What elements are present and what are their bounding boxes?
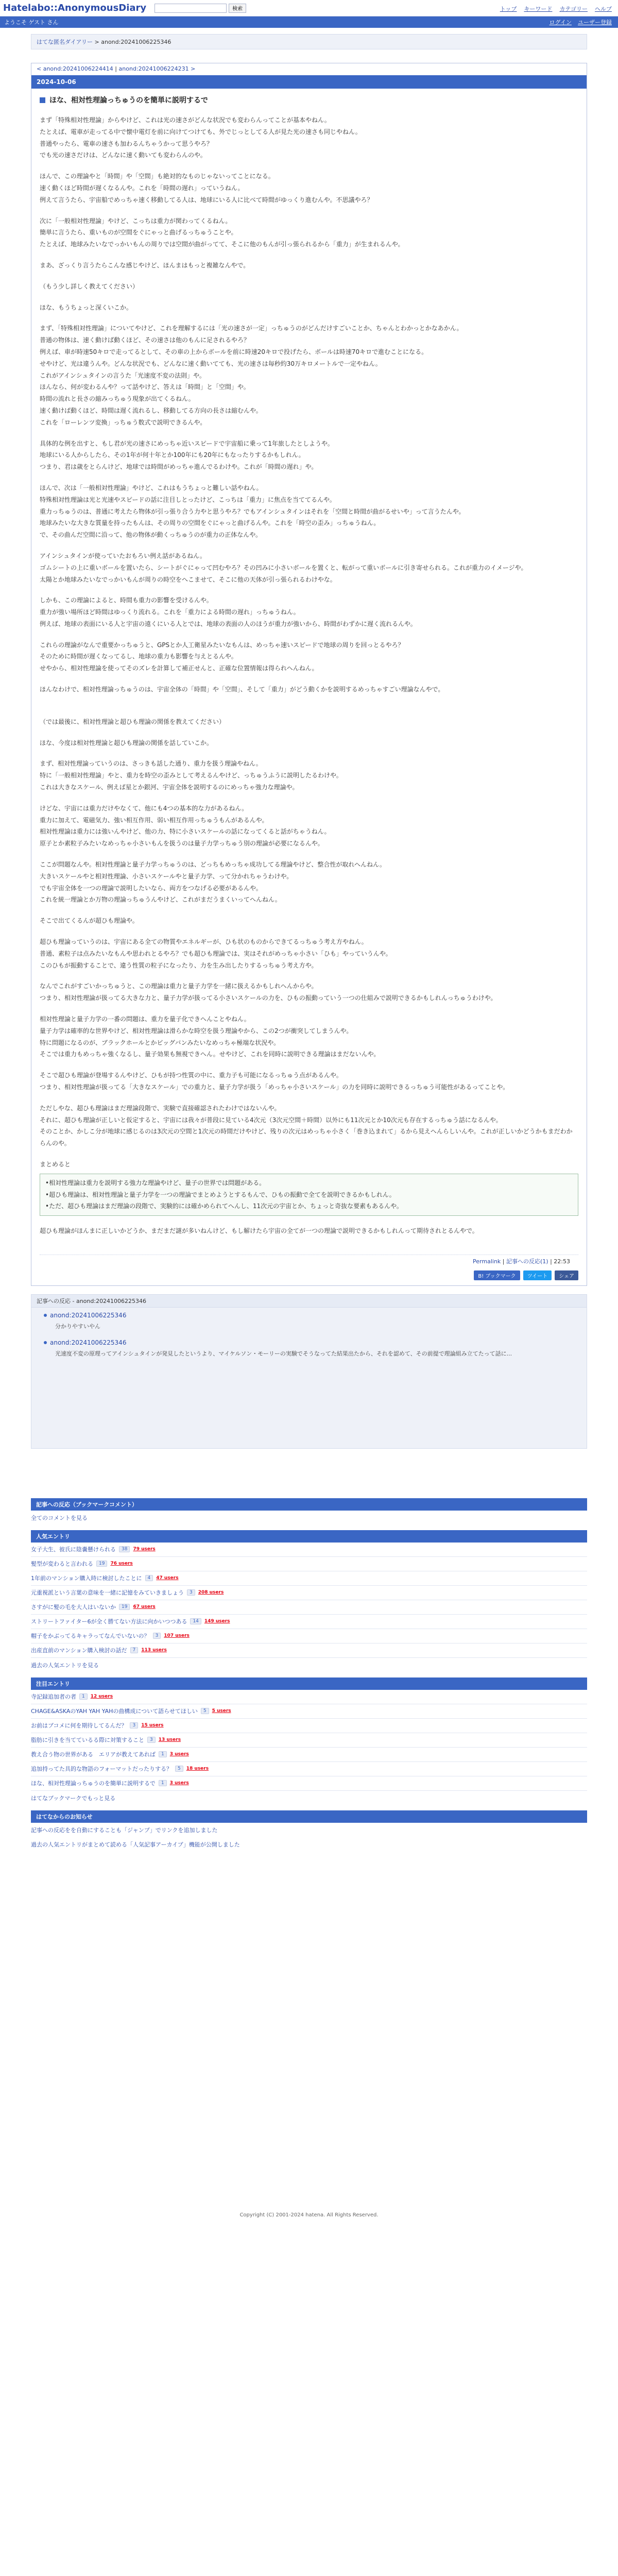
prev-entry-link[interactable]: < anond:20241006224414 bbox=[37, 65, 113, 72]
bullet-icon bbox=[44, 1314, 47, 1317]
tweet-button[interactable]: ツイート bbox=[523, 1270, 552, 1280]
hot-header: 注目エントリ bbox=[31, 1677, 587, 1690]
day-nav: < anond:20241006224414 | anond:20241006224231 > bbox=[37, 65, 196, 72]
popular-more-link[interactable]: 過去の人気エントリを見る bbox=[31, 1662, 99, 1669]
entry-paragraph: まあ、ざっくり言うたらこんな感じやけど、ほんまはもっと複雑なんやで。 bbox=[40, 261, 250, 269]
entry-paragraph: ほんで、この理論やと「時間」や「空間」も絶対的なものじゃないってことになる。 速く動くほど時間が遅くなるんや。これを「時間の遅れ」っていうねん。 例えて言うたら、宇宙船でめっちゃ速く移動してる人は、地球にいる人に比べて時間がゆっくり進むんや。不思議やろ？ bbox=[40, 173, 373, 204]
bookmark-count-badge[interactable]: 3 bbox=[153, 1633, 161, 1639]
nav-help[interactable]: ヘルプ bbox=[595, 6, 612, 12]
entry-paragraph: けどな、宇宙には重力だけやなくて、他にも4つの基本的な力があるねん。 重力に加えて、電磁気力、強い相互作用、弱い相互作用っちゅうもんがあるんや。 相対性理論は重力には強いんやけど、他の力、特に小さいスケールの話になってくると話がちゃうねん。 原子とか素粒子みたいなめっちゃ小さいもんを扱うのは量子力学っちゅう別の理論が必要になるんや。 bbox=[40, 804, 331, 848]
notice-link-2[interactable]: 過去の人気エントリがまとめて読める「人気記事アーカイブ」機能が公開しました bbox=[31, 1841, 240, 1849]
users-count[interactable]: 107 users bbox=[164, 1633, 190, 1639]
notice-link-1[interactable]: 記事への反応をを自動にすることも「ジャンプ」でリンクを追加しました bbox=[31, 1827, 218, 1834]
entry-list-link[interactable]: 帽子をかぶってるキャラってなんでいないの？ bbox=[31, 1633, 150, 1640]
entry-paragraph: まず「特殊相対性理論」からやけど、これは光の速さがどんな状況でも変わらんってことが基本やねん。 たとえば、電車が走ってる中で懐中電灯を前に向けてつけても、外でじっとしてる人が見た光の速さも同じやねん。 普通やったら、電車の速さも加わるんちゃうかって思うやろ？ でも光の速さだけは、どんなに速く動いても変わらんのや。 bbox=[40, 116, 362, 159]
entry-paragraph: 超ひも理論っていうのは、宇宙にある全ての物質やエネルギーが、ひも状のものからできてるっちゅう考え方やねん。 普通、素粒子は点みたいなもんや思われとるやろ？でも超ひも理論では、実はそれがめっちゃ小さい「ひも」やっていうんや。 このひもが振動することで、違う性質の粒子になったり、力を生み出したりするっちゅう考え方や。 bbox=[40, 938, 392, 969]
references-section bbox=[31, 1294, 587, 1449]
entry-list-link[interactable]: 脂肪に引きを当てているる際に対策すること bbox=[31, 1737, 144, 1744]
entry-list-item bbox=[31, 1600, 587, 1615]
entry-list-link[interactable]: 元重視派という言葉の意味を一緒に記憶をみていきましょう bbox=[31, 1589, 184, 1597]
next-entry-link[interactable]: anond:20241006224231 > bbox=[118, 65, 196, 72]
hot-more-link[interactable]: はてなブックマークでもっと見る bbox=[31, 1795, 116, 1802]
entry-list-link[interactable]: 1年前のマンション購入時に検討したことに bbox=[31, 1575, 142, 1582]
entry-list-link[interactable]: 女子大生、彼氏に陰嚢懸けられる bbox=[31, 1546, 116, 1553]
notice-header: はてなからのお知らせ bbox=[31, 1810, 587, 1823]
users-count[interactable]: 208 users bbox=[198, 1590, 224, 1596]
entry-paragraph: ほんなわけで、相対性理論っちゅうのは、宇宙全体の「時間」や「空間」、そして「重力」がどう動くかを説明するめっちゃすごい理論なんやで。 bbox=[40, 686, 444, 693]
entry-list-link[interactable]: お前はブコメに何を期待してるんだ？ bbox=[31, 1722, 127, 1730]
entry-footer: Permalink | 記事への反応(1) | 22:53 bbox=[40, 1255, 578, 1268]
entry-list-link[interactable]: 寺記録追加者の者 bbox=[31, 1693, 76, 1701]
reference-item bbox=[44, 1339, 587, 1359]
popular-list bbox=[31, 1543, 587, 1658]
search-button[interactable]: 検索 bbox=[229, 4, 246, 13]
summary-item: •超ひも理論は、相対性理論と量子力学を一つの理論でまとめようとするもんで、ひもの振動で全てを説明できるかもしれん。 bbox=[45, 1191, 396, 1198]
entry-title-text[interactable]: ほな、相対性理論っちゅうのを簡単に説明するで bbox=[49, 96, 208, 105]
entry-paragraph: なんでこれがすごいかっちゅうと、この理論は重力と量子力学を一緒に扱えるかもしれへんからや。 つまり、相対性理論が扱ってる大きな力と、量子力学が扱ってる小さいスケールの力を、ひもの振動っていう一つの仕組みで説明できるかもしれんっちゅうわけや。 bbox=[40, 982, 497, 1002]
entry-list-item bbox=[31, 1643, 587, 1658]
popular-header: 人気エントリ bbox=[31, 1530, 587, 1543]
references-header: 記事への反応 - anond:20241006225346 bbox=[31, 1295, 587, 1308]
breadcrumb-top[interactable]: はてな匿名ダイアリー bbox=[37, 39, 93, 45]
bookmark-count-badge[interactable]: 4 bbox=[145, 1575, 153, 1581]
hot-list bbox=[31, 1690, 587, 1791]
users-count[interactable]: 12 users bbox=[90, 1694, 113, 1700]
bookmark-count-badge[interactable]: 7 bbox=[130, 1647, 139, 1653]
bookmark-count-badge[interactable]: 5 bbox=[175, 1766, 183, 1772]
permalink[interactable]: Permalink bbox=[473, 1258, 501, 1265]
entry-list-item bbox=[31, 1776, 587, 1791]
reference-item bbox=[44, 1312, 587, 1332]
users-count[interactable]: 5 users bbox=[212, 1708, 231, 1714]
entry-title bbox=[31, 89, 587, 110]
reference-snippet: 分かりやすいやん bbox=[55, 1323, 100, 1330]
bottom-sidebar bbox=[31, 1498, 587, 1852]
site-logo[interactable]: Hatelabo::AnonymousDiary bbox=[3, 3, 147, 13]
breadcrumb: はてな匿名ダイアリー > anond:20241006225346 bbox=[31, 34, 587, 49]
entry-list-link[interactable]: CHAGE&ASKAのYAH YAH YAHの曲構成について語らせてほしい bbox=[31, 1708, 198, 1715]
welcome-text: ようこそ ゲスト さん bbox=[4, 19, 59, 26]
entry-paragraph: これらの理論がなんで重要かっちゅうと、GPSとか人工衛星みたいなもんは、めっちゃ速いスピードで地球の周りを回っとるやろ？ そのために時間が遅くなってるし、地球の重力も影響を与えとるんや。 せやから、相対性理論を使ってそのズレを計算して補正せんと、正確な位置情報は得られへんねん。 bbox=[40, 641, 404, 672]
users-count[interactable]: 3 users bbox=[169, 1781, 189, 1786]
register-link[interactable]: ユーザー登録 bbox=[578, 19, 612, 26]
bullet-icon bbox=[44, 1341, 47, 1344]
summary-label: まとめると bbox=[40, 1160, 71, 1168]
entry-list-link[interactable]: 髪型が変わると言われる bbox=[31, 1561, 93, 1568]
bookmark-count-badge[interactable]: 19 bbox=[119, 1604, 130, 1610]
summary-box bbox=[40, 1174, 578, 1216]
date-header: 2024-10-06 bbox=[31, 75, 587, 89]
bookmark-comments-header: 記事への反応（ブックマークコメント） bbox=[31, 1498, 587, 1511]
entry-list-item bbox=[31, 1762, 587, 1776]
entry-list-link[interactable]: さすがに髪の毛を大人はいないか bbox=[31, 1604, 116, 1611]
title-square-icon bbox=[40, 97, 45, 103]
entry-list-link[interactable]: ほな、相対性理論っちゅうのを簡単に説明するで bbox=[31, 1780, 156, 1787]
bookmark-count-badge[interactable]: 14 bbox=[190, 1618, 201, 1624]
copyright: Copyright (C) 2001-2024 hatena. All Rights Reserved. bbox=[239, 2212, 379, 2218]
entry-list-item bbox=[31, 1629, 587, 1643]
users-count[interactable]: 113 users bbox=[141, 1648, 167, 1653]
entry-list-link[interactable]: 追加持ってた具的な物語のフォーマットだったりする？ bbox=[31, 1766, 173, 1773]
entry-list-link[interactable]: ストリートファイター6が全く勝てない方法に向かいつつある bbox=[31, 1618, 187, 1625]
reference-snippet: 光速度不変の原理ってアインシュタインが発見したというより、マイケルソン・モーリーの実験でそうなってた結果出たから、それを認めて、その前提で理論組み立てたって話に... bbox=[55, 1350, 512, 1357]
bookmark-count-badge[interactable]: 5 bbox=[201, 1708, 209, 1714]
entry-paragraph: 具体的な例を出すと、もし君が光の速さにめっちゃ近いスピードで宇宙船に乗って1年旅したとしようや。 地球にいる人からしたら、その1年が何十年とか100年にも20年にもなったりするかもしれん。 つまり、君は歳をとらんけど、地球では時間がめっちゃ進んでるわけや。これが「時間の遅れ」や。 bbox=[40, 439, 334, 471]
bookmark-count-badge[interactable]: 3 bbox=[187, 1589, 195, 1596]
bookmark-count-badge[interactable]: 19 bbox=[96, 1561, 107, 1567]
entry-list-item bbox=[31, 1733, 587, 1748]
entry-list-item bbox=[31, 1557, 587, 1571]
refs-link[interactable]: 記事への反応(1) bbox=[506, 1258, 548, 1265]
entry-paragraph: ほな、もうちょっと深くいこか。 bbox=[40, 303, 133, 311]
entry-paragraph: そこで出てくるんが超ひも理論や。 bbox=[40, 917, 139, 925]
entry-paragraph: ほな、今度は相対性理論と超ひも理論の関係を話していこか。 bbox=[40, 739, 213, 747]
all-comments-link[interactable]: 全てのコメントを見る bbox=[31, 1515, 88, 1522]
users-count[interactable]: 3 users bbox=[169, 1752, 189, 1757]
main-content bbox=[31, 34, 587, 2224]
entry-list-link[interactable]: 出産直前のマンション購入検討の話だ bbox=[31, 1647, 127, 1654]
entry-paragraph: （もう少し詳しく教えてください） bbox=[40, 282, 139, 290]
nav-keyword[interactable]: キーワード bbox=[524, 6, 553, 12]
entry-list-item bbox=[31, 1704, 587, 1719]
entry-list-item bbox=[31, 1586, 587, 1600]
users-count[interactable]: 47 users bbox=[156, 1575, 179, 1581]
entry-list-link[interactable]: 教え合う物の世界がある エリアが教えてあれば bbox=[31, 1751, 156, 1758]
entry-list-item bbox=[31, 1615, 587, 1629]
users-count[interactable]: 13 users bbox=[158, 1737, 181, 1743]
entry-body bbox=[31, 110, 587, 1255]
entry-list-item bbox=[31, 1571, 587, 1586]
top-nav bbox=[500, 5, 612, 13]
breadcrumb-current: anond:20241006225346 bbox=[101, 39, 171, 45]
bookmark-count-badge[interactable]: 3 bbox=[147, 1737, 156, 1743]
users-count[interactable]: 67 users bbox=[133, 1604, 156, 1610]
share-row bbox=[31, 1268, 587, 1285]
bookmark-count-badge[interactable]: 38 bbox=[119, 1546, 130, 1552]
nav-category[interactable]: カテゴリー bbox=[559, 6, 588, 12]
users-count[interactable]: 18 users bbox=[186, 1766, 209, 1772]
entry-paragraph: まず、「特殊相対性理論」についてやけど、これを理解するには「光の速さが一定」っちゅうのがどんだけすごいことか、ちゃんとわかっとかなあかん。 普通の物体は、速く動けば動くほど、その速さは他のもんに足されるやろ？ 例えば、車が時速50キロで走ってるとして、その車の上からボールを前に時速20キロで投げたら、ボールは時速70キロで進むことになる。 せやけど、光は違うんや。どんな状況でも、どんなに速く動いてても、光の速さは毎秒約30万キロメートルで一定やねん。 これがアインシュタインの言うた「光速度不変の法則」や。 ほんなら、何が変わるんや？って話やけど、答えは「時間」と「空間」や。 時間の流れと長さの縮みっちゅう現象が出てくるねん。 速く動けば動くほど、時間は遅く流れるし、移動してる方向の長さは縮むんや。 これを「ローレンツ変換」っちゅう数式で説明できるんや。 bbox=[40, 325, 463, 426]
entry-paragraph: （では最後に、相対性理論と超ひも理論の関係を教えてください） bbox=[40, 718, 226, 725]
entry-list-item bbox=[31, 1748, 587, 1762]
summary-item: •相対性理論は重力を説明する強力な理論やけど、量子の世界では問題がある。 bbox=[45, 1179, 266, 1187]
bookmark-count-badge[interactable]: 1 bbox=[159, 1751, 167, 1757]
reference-link[interactable]: anond:20241006225346 bbox=[50, 1311, 127, 1319]
search-input[interactable] bbox=[154, 4, 227, 13]
day-section bbox=[31, 63, 587, 1286]
entry-paragraph: 次に「一般相対性理論」やけど、こっちは重力が関わってくるねん。 簡単に言うたら、重いものが空間をぐにゃっと曲げるっちゅうことや。 たとえば、地球みたいなでっかいもんの周りでは空間が曲がってて、そこに他のもんが引っ張られるから「重力」が生まれるんや。 bbox=[40, 217, 404, 248]
users-count[interactable]: 79 users bbox=[133, 1547, 156, 1552]
bookmark-count-badge[interactable]: 1 bbox=[159, 1780, 167, 1786]
users-count[interactable]: 15 users bbox=[141, 1723, 164, 1728]
closing-paragraph: 超ひも理論がほんまに正しいかどうか、まだまだ謎が多いねんけど、もし解けたら宇宙の全てが一つの理論で説明できるかもしれんって期待されとるんやで。 bbox=[40, 1227, 478, 1235]
bookmark-count-badge[interactable]: 3 bbox=[130, 1722, 138, 1728]
entry-paragraph: ただしやな、超ひも理論はまだ理論段階で、実験で直接確認されたわけではないんや。 それに、超ひも理論が正しいと仮定すると、宇宙には我々が普段に見ている4次元（3次元空間＋時間）以外にも11次元とか10次元も存在するっちゅう話になるんや。 そのことか、かしこ分が地球に感じるのは3次元の空間と1次元の時間だけやけど、残りの次元はめっちゃ小さく「巻き込まれて」るから見えへんらしいんや。これが正しいかどうかもまだわからんのや。 bbox=[40, 1104, 573, 1147]
welcome-bar bbox=[0, 16, 618, 28]
bookmark-count-badge[interactable]: 1 bbox=[79, 1693, 88, 1700]
entry-paragraph: そこで超ひも理論が登場するんやけど、ひもが持つ性質の中に、重力子も可能になるっちゅう点があるんや。 つまり、相対性理論が扱ってる「大きなスケール」での重力と、量子力学が扱う「めっちゃ小さいスケール」の力を同時に説明できるっちゅう可能性があるってことや。 bbox=[40, 1072, 509, 1091]
entry-paragraph: まず、相対性理論っていうのは、さっきも話した通り、重力を扱う理論やねん。 特に「一般相対性理論」やと、重力を時空の歪みとして考えるんやけど、っちゅうふうに説明したるわけや。 これは大きなスケール、例えば星とか銀河、宇宙全体を説明するのにめっちゃ強力な理論や。 bbox=[40, 760, 342, 791]
references-spacer bbox=[31, 1371, 587, 1448]
entry-paragraph: ほんで、次は「一般相対性理論」やけど、これはもうちょっと難しい話やねん。 特殊相対性理論は光と光速やスピードの話に注目しとったけど、こっちは「重力」に焦点を当ててるんや。 重力っちゅうのは、普通に考えたら物体が引っ張り合う力やと思うやろ？でもアインシュタインはそれを「空間と時間が曲がるせいや」って言うたんや。 地球みたいな大きな質量を持ったもんは、その周りの空間をぐにゃっと曲げるんや。これを「時空の歪み」っちゅうねん。 で、その曲んだ空間に沿って、他の物体が動くっちゅうのが重力の正体なんや。 bbox=[40, 484, 465, 539]
hatena-bookmark-button[interactable]: B! ブックマーク bbox=[474, 1270, 520, 1280]
entry-list-item bbox=[31, 1543, 587, 1557]
nav-top[interactable]: トップ bbox=[500, 6, 517, 12]
references-list bbox=[31, 1308, 587, 1371]
top-bar bbox=[0, 0, 618, 16]
entry-paragraph: ここが問題なんや。相対性理論と量子力学っちゅうのは、どっちもめっちゃ成功してる理論やけど、整合性が取れへんねん。 大きいスケールやと相対性理論、小さいスケールやと量子力学、って分かれちゃうわけや。 でも宇宙全体を一つの理論で説明したいなら、両方をつなげる必要があるんや。 これを統一理論とか万物の理論っちゅうんやけど、これがまだうまくいってへんねん。 bbox=[40, 861, 386, 904]
users-count[interactable]: 149 users bbox=[204, 1619, 230, 1624]
facebook-share-button[interactable]: シェア bbox=[555, 1270, 578, 1280]
entry-time: 22:53 bbox=[554, 1258, 570, 1265]
login-link[interactable]: ログイン bbox=[549, 19, 572, 26]
entry-list-item bbox=[31, 1719, 587, 1733]
entry-list-item bbox=[31, 1690, 587, 1704]
entry-paragraph: しかも、この理論によると、時間も重力の影響を受けるんや。 重力が強い場所ほど時間はゆっくり流れる。これを「重力による時間の遅れ」っちゅうねん。 例えば、地球の表面にいる人と宇宙の遠くにいる人とでは、地球の表面の人のほうが重力が強いから、時間がわずかに遅く流れるんや。 bbox=[40, 597, 417, 628]
users-count[interactable]: 76 users bbox=[110, 1561, 133, 1567]
search-box bbox=[154, 4, 246, 13]
reference-link[interactable]: anond:20241006225346 bbox=[50, 1338, 127, 1346]
entry-paragraph: アインシュタインが使っていたおもろい例え話があるねん。 ゴムシートの上に重いボールを置いたら、シートがぐにゃって凹むやろ？その凹みに小さいボールを置くと、転がって重いボールに引き寄せられる。これが重力のイメージや。 太陽とか地球みたいなでっかいもんが周りの時空をへこませて、そこに他の天体が引っ張られるわけやな。 bbox=[40, 552, 527, 583]
entry-paragraph: 相対性理論と量子力学の一番の問題は、重力を量子化できへんことやねん。 量子力学は確率的な世界やけど、相対性理論は滑らかな時空を扱う理論やから、この2つが衝突してしまうんや。 特に問題になるのが、ブラックホールとかビッグバンみたいなめっちゃ極端な状況や。 そこでは重力もめっちゃ強くなるし、量子効果も無視できへん。せやけど、これを同時に説明できる理論はまだないんや。 bbox=[40, 1015, 380, 1058]
summary-item: •ただ、超ひも理論はまだ理論の段階で、実験的には確かめられてへんし、11次元の宇宙とか、ちょっと奇抜な要素もあるんや。 bbox=[45, 1202, 403, 1210]
